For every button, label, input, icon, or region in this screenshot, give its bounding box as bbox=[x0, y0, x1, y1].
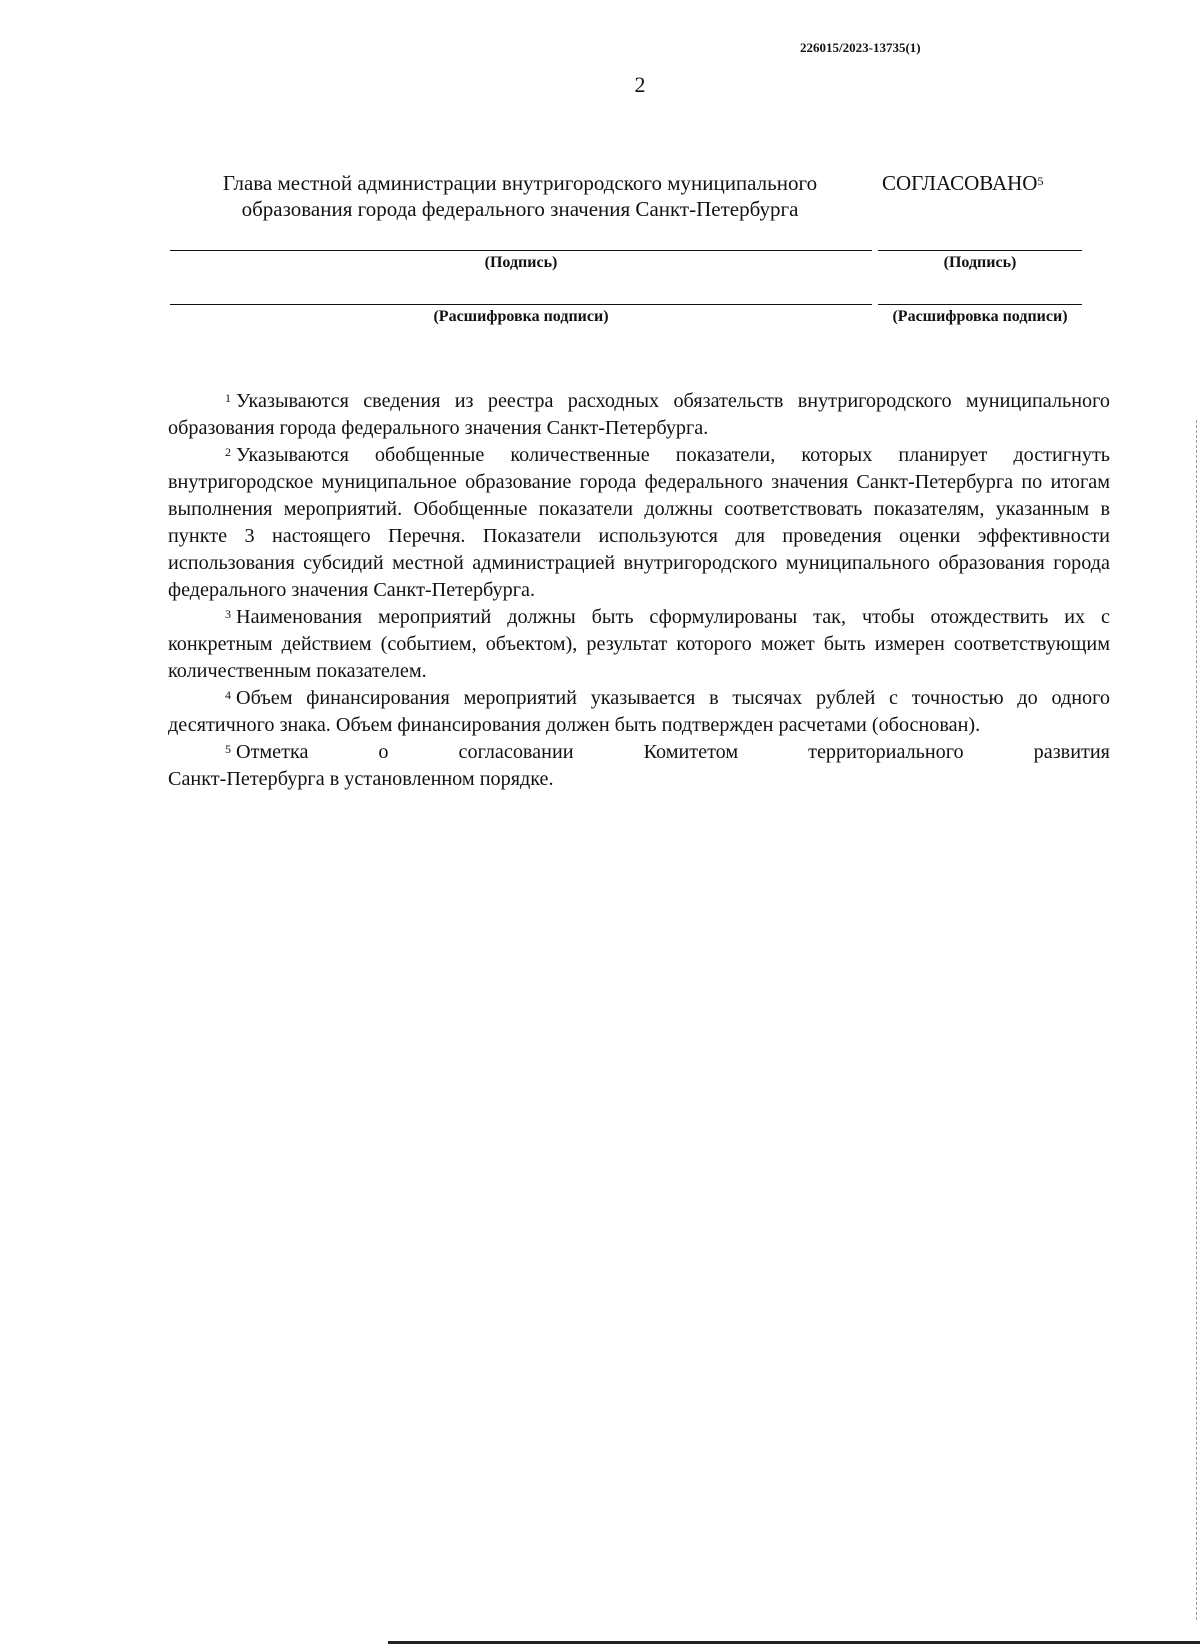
footnote-marker: 2 bbox=[225, 445, 231, 459]
footnote-marker: 5 bbox=[225, 742, 231, 756]
approval-heading-text: СОГЛАСОВАНО bbox=[882, 171, 1038, 195]
approval-footnote-marker: 5 bbox=[1037, 174, 1044, 188]
right-decode-line bbox=[878, 304, 1082, 305]
left-decode-line bbox=[170, 304, 872, 305]
footnote-5-word: развития bbox=[1033, 741, 1110, 763]
footnote-text: Указываются обобщенные количественные показатели, которых планирует достигнуть внутригородское муниципальное образование города федерального значения Санкт-Петербурга по итогам выполнения мероприятий. Обобщенные показатели должны соответствовать показателям, указанным в пункте 3 настоящего Перечня. Показатели используются для проведения оценки эффективности использования субсидий местной администрацией внутригородского муниципального образования города федерального значения Санкт-Петербурга. bbox=[168, 444, 1110, 601]
footnote-text: Наименования мероприятий должны быть сформулированы так, чтобы отождествить их с конкретным действием (событием, объектом), результат которого может быть измерен соответствующим количественным показателем. bbox=[168, 606, 1110, 682]
footnote-text: Указываются сведения из реестра расходных обязательств внутригородского муниципального образования города федерального значения Санкт-Петербурга. bbox=[168, 390, 1110, 439]
footnote-5-word: о bbox=[378, 741, 389, 763]
footnote-marker: 3 bbox=[225, 607, 231, 621]
right-decode-caption: (Расшифровка подписи) bbox=[892, 308, 1068, 325]
footnote-5-word: согласовании bbox=[458, 741, 574, 763]
signatory-title: Глава местной администрации внутригородского муниципального образования города федерального значения Санкт-Петербурга bbox=[222, 171, 818, 221]
footnote-1 bbox=[168, 388, 1110, 442]
left-decode-caption: (Расшифровка подписи) bbox=[433, 308, 609, 325]
footnote-5-word: территориального bbox=[808, 741, 964, 763]
right-signature-caption: (Подпись) bbox=[943, 254, 1017, 271]
footnote-5-word bbox=[225, 739, 308, 766]
right-signature-line bbox=[878, 250, 1082, 251]
document-id: 226015/2023-13735(1) bbox=[800, 40, 921, 55]
footnote-5 bbox=[168, 739, 1110, 793]
footnote-5-word-text: Отметка bbox=[236, 741, 309, 763]
footnote-marker: 1 bbox=[225, 391, 231, 405]
left-signature-line bbox=[170, 250, 872, 251]
footnote-3 bbox=[168, 604, 1110, 685]
page-number: 2 bbox=[634, 72, 646, 97]
footnote-5-first-line bbox=[168, 739, 1110, 766]
footnote-4 bbox=[168, 685, 1110, 739]
scan-edge-artifact bbox=[1196, 420, 1197, 1620]
scan-bottom-edge bbox=[388, 1641, 1200, 1644]
left-signature-caption: (Подпись) bbox=[484, 254, 558, 271]
footnote-5-second-line: Санкт-Петербурга в установленном порядке. bbox=[168, 768, 554, 790]
footnote-text: Объем финансирования мероприятий указывается в тысячах рублей с точностью до одного десятичного знака. Объем финансирования должен быть подтвержден расчетами (обоснован). bbox=[168, 687, 1110, 736]
footnotes-section bbox=[168, 388, 1110, 793]
footnote-marker: 4 bbox=[225, 688, 231, 702]
approval-heading bbox=[882, 170, 1082, 196]
footnote-5-word: Комитетом bbox=[643, 741, 739, 763]
footnote-2 bbox=[168, 442, 1110, 604]
